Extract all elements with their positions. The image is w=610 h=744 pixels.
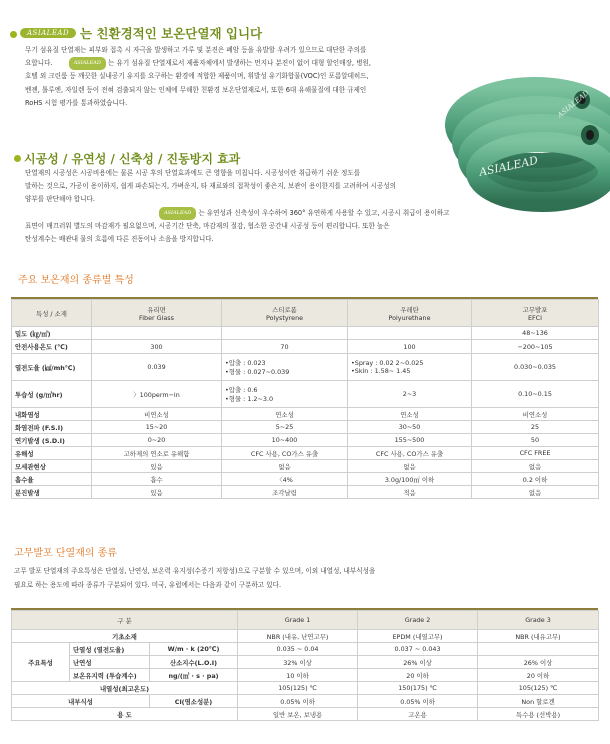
row-label: 유해성 [12, 447, 92, 460]
features-paragraph [25, 167, 485, 246]
table-row [12, 630, 599, 643]
cell: 25 [472, 421, 599, 434]
table-row [12, 340, 599, 354]
cell: −200~105 [472, 340, 599, 354]
cell: 조각날림 [222, 486, 348, 499]
cell: 고온용 [358, 708, 478, 721]
cell: 26% 이상 [478, 656, 599, 669]
table1-header: 우레탄 Polyurethane [348, 300, 472, 327]
features-line: 양부를 판단해야 합니다. [25, 195, 95, 204]
hose-logo-text: ASIALEAD [477, 153, 540, 179]
asialead-logo: ASIALEAD [20, 28, 76, 38]
row-label: 안전사용온도 (℃) [12, 340, 92, 354]
features-bullet [14, 155, 21, 162]
cell: NBR (내유, 난연고무) [238, 630, 358, 643]
table-row [12, 695, 599, 708]
cell: 적음 [348, 486, 472, 499]
cell: 150(175) ℃ [358, 682, 478, 695]
table-row [12, 656, 599, 669]
intro-line: RoHS 시험 평가를 통과하였습니다. [25, 98, 128, 107]
cell: 0.2 이하 [472, 473, 599, 486]
cell: 없음 [348, 460, 472, 473]
row-label: 내화염성 [12, 408, 92, 421]
cell: 50 [472, 434, 599, 447]
row-label: 밀도 (㎏/㎥) [12, 327, 92, 340]
cell: CFC 사용, CO가스 유출 [348, 447, 472, 460]
table1-header: 고무발포 EFCI [472, 300, 599, 327]
cell: 연소성 [222, 408, 348, 421]
cell: 0.05% 이하 [238, 695, 358, 708]
cell [92, 327, 222, 340]
cell: 특수용 (선박용) [478, 708, 599, 721]
table2-header: Grade 3 [478, 611, 599, 630]
table-row [12, 682, 599, 695]
table-row [12, 408, 599, 421]
cell: 〈4% [222, 473, 348, 486]
row-label: 내열성(최고온도) [12, 682, 238, 695]
cell: 26% 이상 [358, 656, 478, 669]
cell: 고하제의 연소로 유해함 [92, 447, 222, 460]
table1-header: 특성 / 소재 [12, 300, 92, 327]
cell: 3.0g/100㎡ 이하 [348, 473, 472, 486]
row-label: 투습성 (g/㎡hr) [12, 381, 92, 408]
unit: Cl(염소성분) [150, 695, 238, 708]
table-row [12, 447, 599, 460]
cell: 100 [348, 340, 472, 354]
cell: CFC 사용, CO가스 유출 [222, 447, 348, 460]
unit: ng/(㎡ · s · pa) [150, 669, 238, 682]
features-line [25, 207, 485, 220]
table1-header: 유리면 Fiber Glass [92, 300, 222, 327]
rubber-paragraph [14, 564, 604, 592]
cell: 흡수 [92, 473, 222, 486]
cell: 105(125) ℃ [238, 682, 358, 695]
row-label: 열전도율 (㎉/mh℃) [12, 354, 92, 381]
cell: 30~50 [348, 421, 472, 434]
table1-title: 주요 보온재의 종류별 특성 [18, 275, 134, 286]
unit: W/m · k (20℃) [150, 643, 238, 656]
intro-line [25, 57, 445, 70]
cell: 비연소성 [472, 408, 599, 421]
table-row [12, 421, 599, 434]
table2-header: Grade 1 [238, 611, 358, 630]
rubber-grade-table [11, 610, 599, 721]
cell [222, 327, 348, 340]
cell: 있음 [92, 460, 222, 473]
cell: NBR (내유고무) [478, 630, 599, 643]
features-title: 시공성 / 유연성 / 신축성 / 진동방지 효과 [24, 152, 241, 166]
asialead-inline-logo: ASIALEAD [69, 57, 106, 70]
intro-line: 호텔 외 크린룸 등 깨끗한 실내공기 유지를 요구하는 환경에 적합한 제품이며, 휘발성 유기화합물(VOC)인 포름알데히드, [25, 72, 369, 81]
cell: 없음 [222, 460, 348, 473]
table2-header: Grade 2 [358, 611, 478, 630]
table-row [12, 669, 599, 682]
cell: 연소성 [348, 408, 472, 421]
cell: 0.037 ~ 0.043 [358, 643, 478, 656]
asialead-inline-logo: ASIALEAD [159, 207, 196, 220]
cell: •압출 : 0.023 •형물 : 0.027~0.039 [222, 354, 348, 381]
material-comparison-table [11, 299, 599, 499]
cell: 32% 이상 [238, 656, 358, 669]
cell: 105(125) ℃ [478, 682, 599, 695]
table-row [12, 434, 599, 447]
rubber-title: 고무발포 단열재의 종류 [14, 548, 117, 559]
row-label: 용 도 [12, 708, 238, 721]
cell: EPDM (내열고무) [358, 630, 478, 643]
cell: 5~25 [222, 421, 348, 434]
cell: 20 이하 [478, 669, 599, 682]
intro-paragraph [25, 44, 445, 110]
features-line: 단열재의 시공성은 시공비용에는 물론 시공 후의 단열효과에도 큰 영향을 미칩니다. 시공성이란 취급하기 쉬운 정도를 [25, 169, 361, 177]
sub-label: 단열성 (열전도율) [70, 643, 150, 656]
cell: 155~500 [348, 434, 472, 447]
cell [478, 643, 599, 656]
rubber-line: 필요로 하는 용도에 따라 종류가 구분되어 있다. 미국, 유럽에서는 다음과 같이 구분하고 있다. [14, 581, 282, 589]
cell: 20 이하 [358, 669, 478, 682]
table-row [12, 708, 599, 721]
cell: 없음 [472, 486, 599, 499]
cell: 0.035 ~ 0.04 [238, 643, 358, 656]
row-label: 화염전파 (F.S.I) [12, 421, 92, 434]
sub-label: 보온유지력 (투습계수) [70, 669, 150, 682]
cell: 일반 보온, 보냉용 [238, 708, 358, 721]
row-label: 연기발생 (S.D.I) [12, 434, 92, 447]
features-line: 표면이 매끄러워 별도의 마감재가 필요없으며, 시공기간 단축, 마감재의 절감, 협소한 공간내 시공성 등이 편리합니다. 또한 높은 [25, 221, 390, 230]
row-label: 모세관현상 [12, 460, 92, 473]
rubber-line: 고무 발포 단열재의 주요특성은 단열성, 난연성, 보온력 유지성(수증기 저항성)으로 구분할 수 있으며, 이외 내열성, 내부식성을 [14, 567, 376, 575]
row-label: 기초소재 [12, 630, 238, 643]
cell: 300 [92, 340, 222, 354]
intro-title: 는 친환경적인 보온단열재 입니다 [80, 26, 263, 41]
unit: 산소지수(L.O.I) [150, 656, 238, 669]
cell: 0.030~0.035 [472, 354, 599, 381]
cell: 10~400 [222, 434, 348, 447]
intro-line-part: 는 유기 섬유질 단열재로서 제품자체에서 발생하는 먼지나 분진이 없어 대형 할인매장, 병원, [108, 59, 371, 68]
table-row [12, 354, 599, 381]
features-line-part: 는 유연성과 신축성이 우수하여 360° 유연하게 사용할 수 있고, 시공시 취급이 용이하고 [198, 208, 450, 217]
intro-bullet [10, 31, 17, 38]
sub-label: 난연성 [70, 656, 150, 669]
cell: 없음 [472, 460, 599, 473]
cell: 70 [222, 340, 348, 354]
cell: 48~136 [472, 327, 599, 340]
table-row [12, 381, 599, 408]
table1-header: 스티로폼 Polystyrene [222, 300, 348, 327]
cell: •압출 : 0.6 •형물 : 1.2~3.0 [222, 381, 348, 408]
cell: 0.10~0.15 [472, 381, 599, 408]
cell: 0.05% 이하 [358, 695, 478, 708]
features-line: 말하는 것으로, 가공이 용이하지, 쉽게 파손되는지, 가벼운지, 타 재료와의 접착성이 좋은지, 보관이 용이한지를 고려하여 시공성의 [25, 182, 397, 191]
cell: 〉100perm−in [92, 381, 222, 408]
hose-logo-text-small: ASIALEAD [556, 88, 591, 120]
table2-header: 구 분 [12, 611, 238, 630]
intro-line-part: 요합니다. [25, 59, 53, 68]
row-label: 분진발생 [12, 486, 92, 499]
cell: Non 할로겐 [478, 695, 599, 708]
cell: 2~3 [348, 381, 472, 408]
row-label: 주요특성 [12, 643, 70, 682]
row-label: 흡수율 [12, 473, 92, 486]
cell: •Spray : 0.02 2~0.025 •Skin : 1.58~ 1.45 [348, 354, 472, 381]
table-row [12, 643, 599, 656]
cell: 0.039 [92, 354, 222, 381]
intro-line: 벤젠, 톨루엔, 자일렌 등이 전혀 검출되지 않는 인체에 무해한 친환경 보온단열재로서, 또한 6대 유해물질에 대한 규제인 [25, 85, 367, 94]
row-label: 내부식성 [12, 695, 150, 708]
cell [348, 327, 472, 340]
table-row [12, 486, 599, 499]
cell: 10 이하 [238, 669, 358, 682]
cell: 있음 [92, 486, 222, 499]
table-row [12, 327, 599, 340]
intro-line: 무기 섬유질 단열재는 피부와 접촉 시 자극을 발생하고 가루 및 분진은 폐암 등을 유발할 우려가 있으므로 대단한 주의를 [25, 46, 367, 54]
cell: 15~20 [92, 421, 222, 434]
table-row [12, 460, 599, 473]
table-row [12, 473, 599, 486]
cell: 비연소성 [92, 408, 222, 421]
cell: CFC FREE [472, 447, 599, 460]
features-line: 탄성계수는 배관내 물의 흐름에 다른 진동이나 소음을 방지합니다. [25, 235, 214, 244]
cell: 0~20 [92, 434, 222, 447]
